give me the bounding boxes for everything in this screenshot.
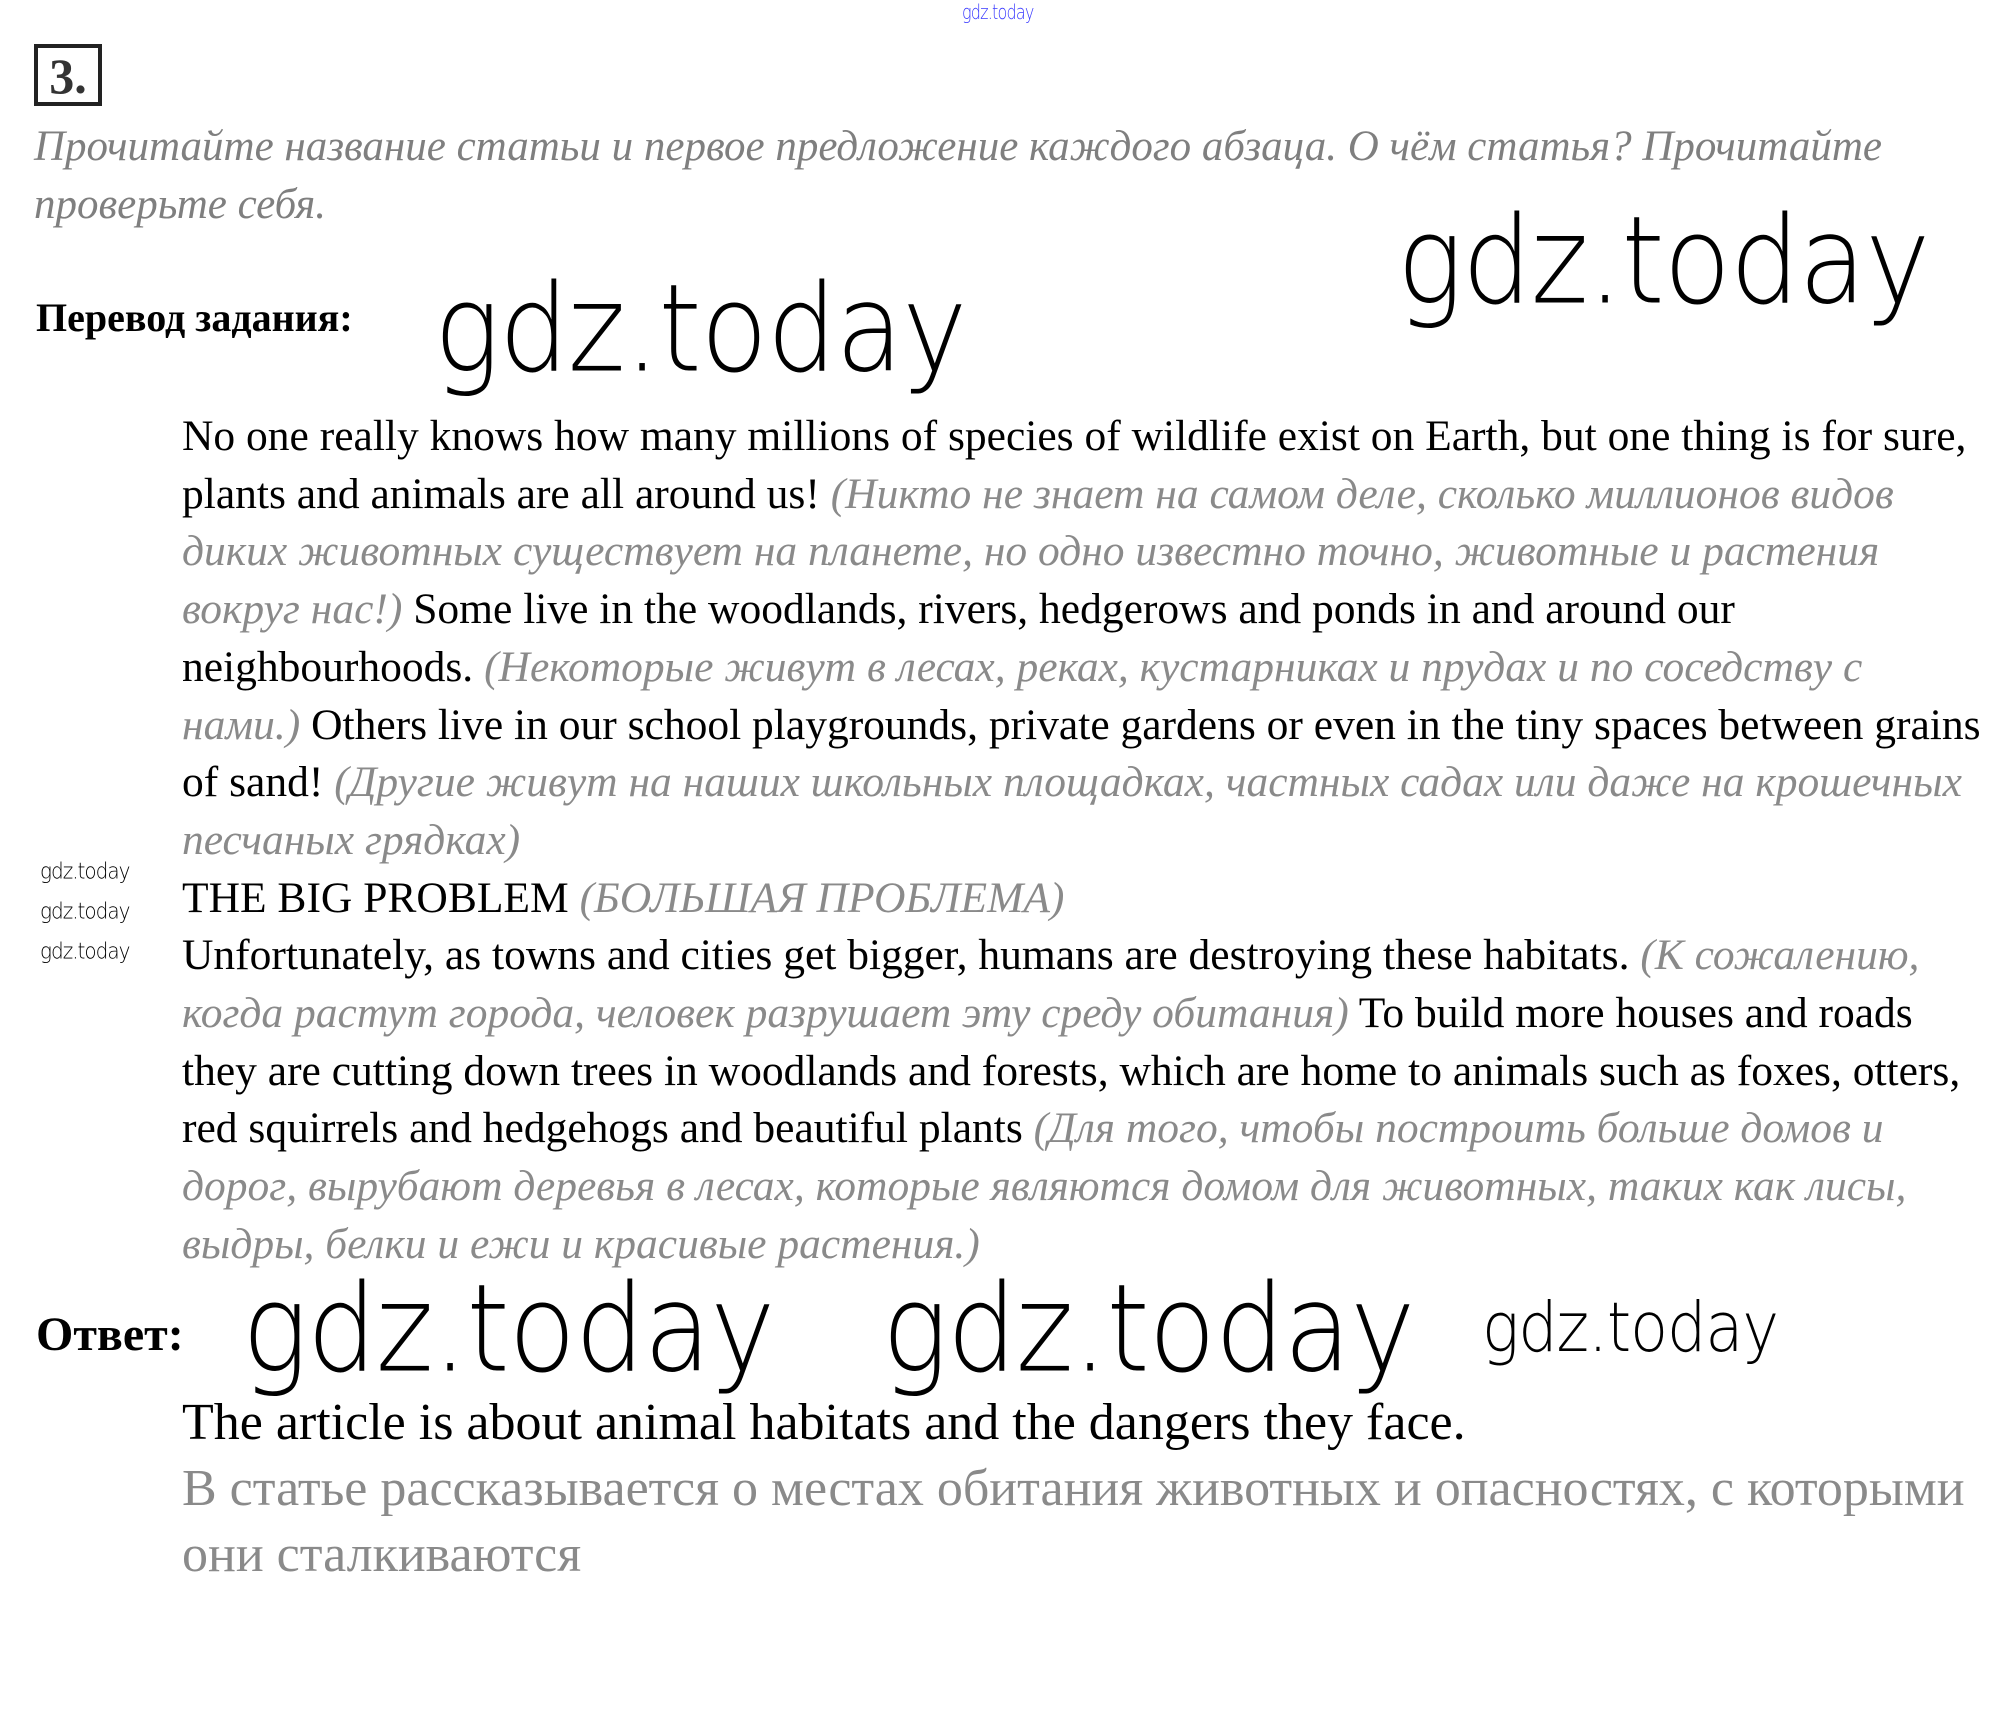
sentence-ru: (К сожалению, когда растут города, человек разрушает эту среду обитания) [182,931,1920,1038]
sentence-ru: (Другие живут на наших школьных площадках, частных садах или даже на крошечных песчаных грядках) [182,758,1962,864]
task-number: 3. [34,44,102,106]
sentence-en: Unfortunately, as towns and cities get bigger, humans are destroying these habitats. [182,931,1630,980]
sentence-en: No one really knows how many millions of species of wildlife exist on Earth, but one thing is for sure, plants and animals are all around us! [182,412,1967,518]
watermark-small-2: gdz.today [40,897,130,925]
watermark-small-3: gdz.today [40,937,130,965]
answer-text [182,1390,1982,1588]
watermark-large-2: gdz.today [434,258,967,399]
answer-header [36,1257,1982,1399]
answer-en: The article is about animal habitats and the dangers they face. [182,1393,1466,1451]
translation-label: Перевод задания: [36,295,353,340]
article-heading [182,870,1982,928]
content [36,408,1982,1588]
watermark-top: gdz.today [962,0,1034,24]
answer-label: Ответ: [36,1307,184,1361]
sentence-en: Others live in our school playgrounds, private gardens or even in the tiny spaces between grains of sand! [182,700,1981,807]
watermark-large-3: gdz.today [882,1257,1415,1399]
heading-ru: (БОЛЬШАЯ ПРОБЛЕМА) [579,873,1065,922]
sentence-ru: (Некоторые живут в лесах, реках, кустарниках и прудах и по соседству с нами.) [182,642,1863,749]
sentence-en: Some live in the woodlands, rivers, hedgerows and ponds in and around our neighbourhoods. [182,585,1735,691]
heading-en: THE BIG PROBLEM [182,873,569,922]
sentence-ru: (Никто не знает на самом деле, сколько миллионов видов диких животных существует на планете, но одно известно точно, животные и растения вокруг нас!) [182,469,1894,634]
answer-ru: В статье рассказывается о местах обитания животных и опасностях, с которыми они сталкиваются [182,1459,1965,1583]
watermark-medium: gdz.today [1482,1286,1779,1368]
sentence-ru: (Для того, чтобы построить больше домов и дорог, вырубают деревья в лесах, которые являются домом для животных, таких как лисы, выдры, белки и ежи и красивые растения.) [182,1104,1907,1268]
article-text [182,408,1982,1274]
watermark-large-4: gdz.today [242,1257,775,1399]
watermark-small-1: gdz.today [40,857,130,885]
watermark-large-1: gdz.today [1397,190,1930,331]
task-instruction: Прочитайте название статьи и первое предложение каждого абзаца. О чём статья? Прочитайте проверьте себя. [34,123,1882,228]
sentence-en: To build more houses and roads they are cutting down trees in woodlands and forests, which are home to animals such as foxes, otters, red squirrels and hedgehogs and beautiful plants [182,989,1961,1153]
